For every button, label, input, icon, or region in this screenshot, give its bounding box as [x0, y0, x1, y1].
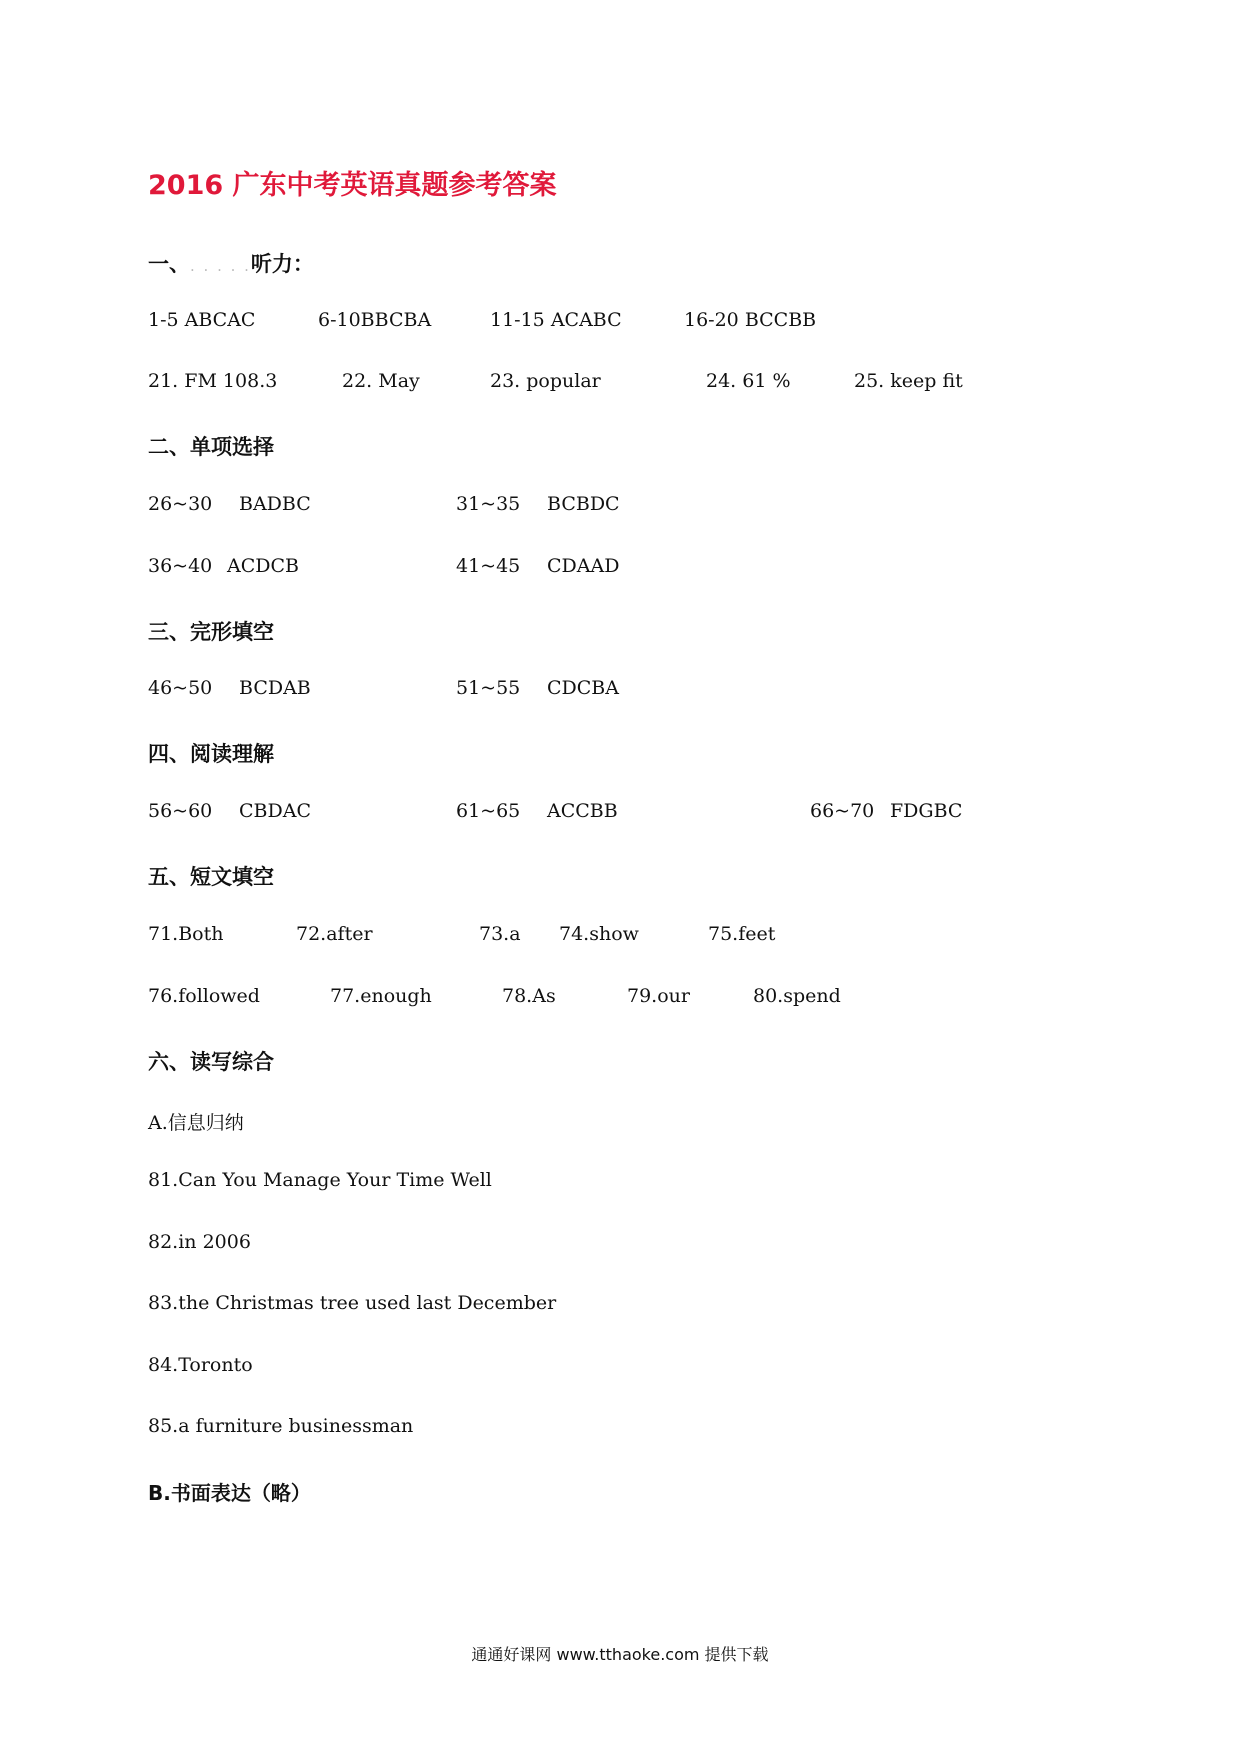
answer-cell: 73.a [479, 923, 521, 945]
answer-cell: ACDCB [227, 555, 299, 577]
answer-cell: ACCBB [547, 800, 618, 822]
answer-range: 46~50 [148, 677, 213, 699]
answer-cell: 16-20 BCCBB [684, 309, 817, 331]
answer-cell: 1-5 ABCAC [148, 309, 256, 331]
heading-prefix: 一、 [148, 252, 190, 276]
answer-cell: 74.show [559, 923, 639, 945]
answer-cell: 79.our [627, 985, 690, 1007]
answer-cell: 23. popular [490, 370, 601, 392]
answer-range: 31~35 [456, 493, 521, 515]
section-heading-cloze: 三、完形填空 [148, 620, 274, 644]
answer-range: 36~40 [148, 555, 213, 577]
section-heading-single-choice: 二、单项选择 [148, 435, 274, 459]
answer-line: 81.Can You Manage Your Time Well [148, 1169, 492, 1191]
answer-cell: CDCBA [547, 677, 619, 699]
answer-line: 82.in 2006 [148, 1231, 251, 1253]
answer-cell: 21. FM 108.3 [148, 370, 278, 392]
page-title: 2016 广东中考英语真题参考答案 [148, 170, 557, 201]
answer-cell: CBDAC [239, 800, 311, 822]
answer-cell: 72.after [296, 923, 373, 945]
answer-cell: 77.enough [330, 985, 432, 1007]
subsection-label: A.信息归纳 [148, 1112, 244, 1134]
answer-cell: 6-10BBCBA [318, 309, 432, 331]
answer-cell: 24. 61 % [706, 370, 791, 392]
answer-range: 26~30 [148, 493, 213, 515]
page-footer: 通通好课网 www.tthaoke.com 提供下载 [471, 1645, 769, 1664]
answer-cell: BADBC [239, 493, 311, 515]
answer-cell: 76.followed [148, 985, 260, 1007]
section-heading-reading-writing: 六、读写综合 [148, 1050, 274, 1074]
answer-cell: BCBDC [547, 493, 620, 515]
section-heading-fill-blank: 五、短文填空 [148, 865, 274, 889]
answer-line: 84.Toronto [148, 1354, 253, 1376]
answer-line: 85.a furniture businessman [148, 1415, 414, 1437]
answer-cell: 71.Both [148, 923, 224, 945]
subsection-label-writing: B.书面表达（略） [148, 1481, 311, 1505]
section-heading-listening [148, 248, 314, 278]
answer-range: 61~65 [456, 800, 521, 822]
answer-cell: 78.As [502, 985, 556, 1007]
answer-cell: CDAAD [547, 555, 620, 577]
answer-range: 51~55 [456, 677, 521, 699]
answer-cell: 22. May [342, 370, 420, 392]
answer-cell: 25. keep fit [854, 370, 963, 392]
answer-cell: 11-15 ACABC [490, 309, 622, 331]
heading-name: 听力： [250, 252, 314, 276]
answer-cell: 80.spend [753, 985, 841, 1007]
answer-line: 83.the Christmas tree used last December [148, 1292, 557, 1314]
heading-dots: . . . . . [190, 257, 251, 275]
answer-range: 66~70 [810, 800, 875, 822]
answer-cell: 75.feet [708, 923, 776, 945]
answer-range: 41~45 [456, 555, 521, 577]
answer-cell: BCDAB [239, 677, 311, 699]
section-heading-reading: 四、阅读理解 [148, 742, 274, 766]
answer-range: 56~60 [148, 800, 213, 822]
answer-cell: FDGBC [890, 800, 963, 822]
